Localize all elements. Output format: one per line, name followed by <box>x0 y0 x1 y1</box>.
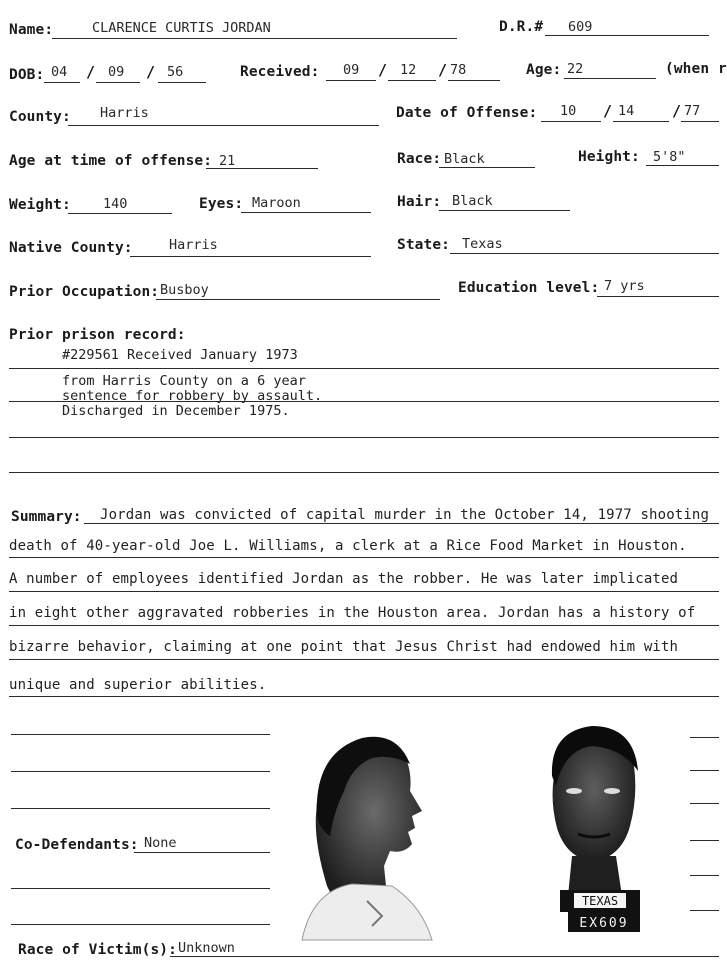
summary-line: Jordan was convicted of capital murder in the October 14, 1977 shooting <box>100 507 710 523</box>
summary-line: death of 40-year-old Joe L. Williams, a clerk at a Rice Food Market in Houston. <box>9 538 687 554</box>
date-separator: / <box>603 102 613 120</box>
state-label: State: <box>397 237 450 253</box>
blank-rule <box>11 734 270 735</box>
dob-month-line <box>44 82 80 83</box>
native-county-label: Native County: <box>9 240 133 256</box>
summary-line: bizarre behavior, claiming at one point that Jesus Christ had endowed him with <box>9 639 679 655</box>
record-rule <box>9 368 719 369</box>
record-rule <box>9 472 719 473</box>
date-separator: / <box>672 102 682 120</box>
profile-portrait <box>302 737 432 940</box>
age-note: (when r <box>665 61 727 77</box>
offense-month: 10 <box>560 103 577 119</box>
received-year-line <box>448 80 500 81</box>
hair-label: Hair: <box>397 194 442 210</box>
offense-day-line <box>613 121 669 122</box>
dr-line <box>545 35 709 36</box>
received-month-line <box>326 80 376 81</box>
summary-rule <box>9 659 719 660</box>
state-line <box>450 253 719 254</box>
native-county-line <box>130 256 371 257</box>
offense-date-label: Date of Offense: <box>396 105 538 121</box>
summary-rule <box>9 557 719 558</box>
summary-line: unique and superior abilities. <box>9 677 267 693</box>
prior-record-line: sentence for robbery by assault. <box>62 388 323 404</box>
date-separator: / <box>86 63 96 81</box>
record-rule <box>9 437 719 438</box>
prior-record-label: Prior prison record: <box>9 327 186 343</box>
summary-rule <box>9 591 719 592</box>
age-value: 22 <box>567 61 584 77</box>
name-value: CLARENCE CURTIS JORDAN <box>92 20 271 36</box>
summary-line: A number of employees identified Jordan as the robber. He was later implicated <box>9 571 679 587</box>
race-victim-line <box>170 956 719 957</box>
date-separator: / <box>146 63 156 81</box>
dob-day: 09 <box>108 64 125 80</box>
age-label: Age: <box>526 62 562 78</box>
blank-rule <box>11 888 270 889</box>
offense-month-line <box>541 121 601 122</box>
offense-day: 14 <box>618 103 635 119</box>
occupation-line <box>156 299 440 300</box>
race-victim-value: Unknown <box>178 940 235 956</box>
occupation-value: Busboy <box>160 282 209 298</box>
height-value: 5'8" <box>653 149 686 165</box>
offense-year: 77 <box>684 103 701 119</box>
occupation-label: Prior Occupation: <box>9 284 160 300</box>
eyes-label: Eyes: <box>199 196 244 212</box>
native-county-value: Harris <box>169 237 218 253</box>
date-separator: / <box>438 61 448 79</box>
received-label: Received: <box>240 64 320 80</box>
prior-record-line: from Harris County on a 6 year <box>62 373 306 389</box>
blank-rule <box>690 875 719 876</box>
received-day: 12 <box>400 62 417 78</box>
record-rule <box>9 401 719 402</box>
received-month: 09 <box>343 62 360 78</box>
inmate-placard <box>560 890 640 932</box>
age-offense-value: 21 <box>219 153 236 169</box>
race-line <box>439 167 535 168</box>
summary-line: in eight other aggravated robberies in the Houston area. Jordan has a history of <box>9 605 696 621</box>
dob-year: 56 <box>167 64 184 80</box>
education-value: 7 yrs <box>604 278 645 294</box>
blank-rule <box>690 910 719 911</box>
dr-value: 609 <box>568 19 593 35</box>
placard-state: TEXAS <box>581 894 619 908</box>
education-line <box>597 296 719 297</box>
eyes-value: Maroon <box>252 195 301 211</box>
summary-rule <box>9 625 719 626</box>
county-line <box>68 125 379 126</box>
county-value: Harris <box>100 105 149 121</box>
co-defendants-value: None <box>144 835 177 851</box>
state-value: Texas <box>462 236 503 252</box>
received-day-line <box>388 80 436 81</box>
co-defendants-line <box>134 852 270 853</box>
blank-rule <box>11 924 270 925</box>
weight-label: Weight: <box>9 197 71 213</box>
weight-value: 140 <box>103 196 128 212</box>
height-label: Height: <box>578 149 640 165</box>
age-offense-label: Age at time of offense: <box>9 153 213 169</box>
blank-rule <box>11 771 270 772</box>
frontal-portrait <box>552 726 638 896</box>
race-victim-label: Race of Victim(s): <box>18 942 177 958</box>
placard-number: EX609 <box>579 916 629 931</box>
hair-value: Black <box>452 193 493 209</box>
blank-rule <box>690 803 719 804</box>
name-line <box>52 38 457 39</box>
hair-line <box>439 210 570 211</box>
dob-label: DOB: <box>9 67 45 83</box>
height-line <box>646 165 719 166</box>
summary-rule <box>9 696 719 697</box>
race-label: Race: <box>397 151 442 167</box>
mugshot-drawing <box>272 716 690 940</box>
summary-label: Summary: <box>11 509 82 525</box>
weight-line <box>68 213 172 214</box>
education-label: Education level: <box>458 280 600 296</box>
name-label: Name: <box>9 22 54 38</box>
age-line <box>564 78 656 79</box>
offense-year-line <box>681 121 719 122</box>
prior-record-line: #229561 Received January 1973 <box>62 347 298 363</box>
summary-rule <box>84 523 719 524</box>
co-defendants-label: Co-Defendants: <box>15 837 139 853</box>
dob-year-line <box>158 82 206 83</box>
county-label: County: <box>9 109 71 125</box>
dob-month: 04 <box>51 64 68 80</box>
blank-rule <box>11 808 270 809</box>
blank-rule <box>690 737 719 738</box>
mugshot-photo <box>272 716 690 940</box>
dr-label: D.R.# <box>499 19 544 35</box>
blank-rule <box>690 840 719 841</box>
race-value: Black <box>444 151 485 167</box>
date-separator: / <box>378 61 388 79</box>
blank-rule <box>690 770 719 771</box>
dob-day-line <box>96 82 140 83</box>
prior-record-line: Discharged in December 1975. <box>62 403 290 419</box>
received-year: 78 <box>450 62 467 78</box>
eyes-line <box>241 212 371 213</box>
